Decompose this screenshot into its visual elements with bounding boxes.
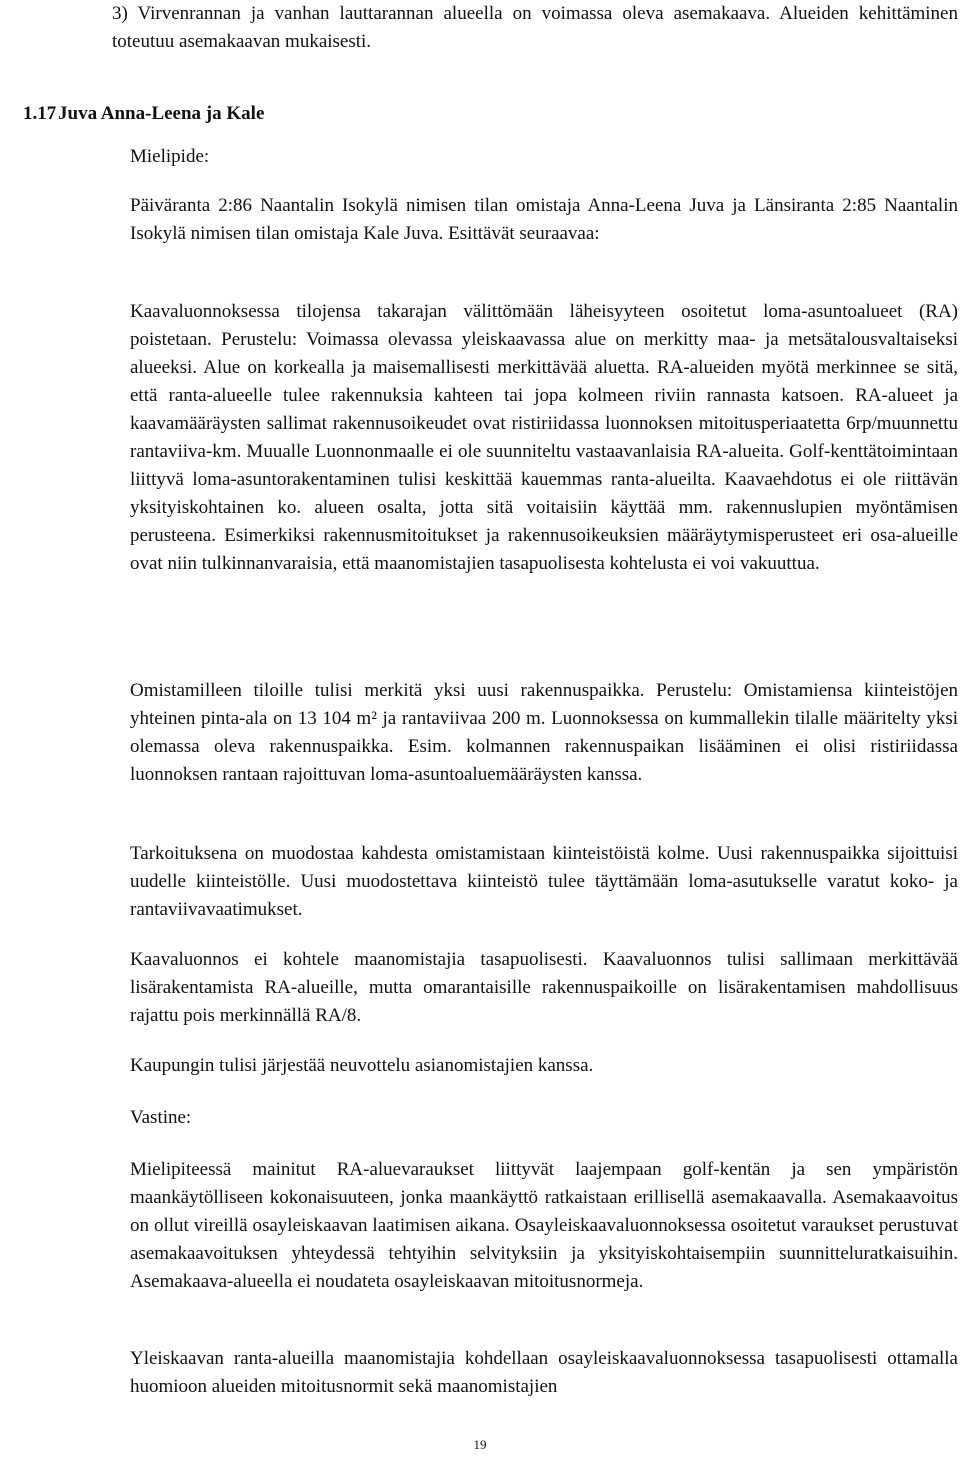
paragraph-equal-treatment: Kaavaluonnos ei kohtele maanomistajia tasapuolisesti. Kaavaluonnos tulisi sallimaan merkittävää lisärakentamista RA-alueille, mutta omarantaisille rakennuspaikoille on lisärakentamisen mahdollisuus rajattu pois merkinnällä RA/8.	[130, 949, 958, 1026]
section-title: Juva Anna-Leena ja Kale	[58, 103, 265, 124]
paragraph-negotiation: Kaupungin tulisi järjestää neuvottelu asianomistajien kanssa.	[130, 1055, 594, 1076]
vastine-paragraph-1: Mielipiteessä mainitut RA-aluevaraukset liittyvät laajempaan golf-kentän ja sen ympäristön maankäytölliseen kokonaisuuteen, jonka maankäyttö ratkaistaan erillisellä asemakaavalla. Asemakaavoitus on ollut vireillä osayleiskaavan laatimisen aikana. Osayleiskaavaluonnoksessa osoitetut varaukset perustuvat asemakaavoituksen yhteydessä tehtyihin selvityksiin ja yksityiskohtaisempiin suunnitteluratkaisuihin. Asemakaava-alueella ei noudateta osayleiskaavan mitoitusnormeja.	[130, 1159, 958, 1292]
intro-paragraph: 3) Virvenrannan ja vanhan lauttarannan alueella on voimassa oleva asemakaava. Alueiden kehittäminen toteutuu asemakaavan mukaisesti.	[112, 3, 958, 52]
page-number: 19	[473, 1437, 487, 1452]
mielipide-label: Mielipide:	[130, 146, 210, 167]
vastine-paragraph-2: Yleiskaavan ranta-alueilla maanomistajia kohdellaan osayleiskaavaluonnoksessa tasapuolisesti ottamalla huomioon alueiden mitoitusnormit sekä maanomistajien	[130, 1348, 958, 1397]
section-heading	[23, 100, 264, 128]
paragraph-new-building-site: Omistamilleen tiloille tulisi merkitä yksi uusi rakennuspaikka. Perustelu: Omistamiensa kiinteistöjen yhteinen pinta-ala on 13 104 m² ja rantaviivaa 200 m. Luonnoksessa on kummallekin tilalle määritelty yksi olemassa oleva rakennuspaikka. Esim. kolmannen rakennuspaikan lisääminen ei olisi ristiriidassa luonnoksen rantaan rajoittuvan loma-asuntoaluemääräysten kanssa.	[130, 680, 958, 785]
paragraph-purpose: Tarkoituksena on muodostaa kahdesta omistamistaan kiinteistöistä kolme. Uusi rakennuspaikka sijoittuisi uudelle kiinteistölle. Uusi muodostettava kiinteistö tulee täyttämään loma-asutukselle varatut koko- ja rantaviivavaatimukset.	[130, 843, 958, 920]
section-number: 1.17	[23, 103, 57, 124]
paragraph-applicants: Päiväranta 2:86 Naantalin Isokylä nimisen tilan omistaja Anna-Leena Juva ja Länsiranta 2:85 Naantalin Isokylä nimisen tilan omistaja Kale Juva. Esittävät seuraavaa:	[130, 195, 958, 244]
paragraph-ra-removal: Kaavaluonnoksessa tilojensa takarajan välittömään läheisyyteen osoitetut loma-asuntoalueet (RA) poistetaan. Perustelu: Voimassa olevassa yleiskaavassa alue on merkitty maa- ja metsätalousvaltaiseksi alueeksi. Alue on korkealla ja maisemallisesti merkittävää aluetta. RA-alueiden myötä merkinnee se sitä, että ranta-alueelle tulee rakennuksia kahteen tai jopa kolmeen riviin rannasta katsoen. RA-alueet ja kaavamääräysten sallimat rakennusoikeudet ovat ristiriidassa luonnoksen mitoitusperiaatetta 6rp/muunnettu rantaviiva-km. Muualle Luonnonmaalle ei ole suunniteltu vastaavanlaisia RA-alueita. Golf-kenttätoimintaan liittyvä loma-asuntorakentaminen tulisi keskittää kauemmas ranta-alueilta. Kaavaehdotus ei ole riittävän yksityiskohtainen ko. alueen osalta, jotta sitä voitaisiin käyttää mm. rakennuslupien myöntämisen perusteena. Esimerkiksi rakennusmitoitukset ja rakennusoikeuksien määräytymisperusteet eri osa-alueille ovat niin tulkinnanvaraisia, että maanomistajien tasapuolisesta kohtelusta ei voi vakuuttua.	[130, 301, 958, 574]
vastine-label: Vastine:	[130, 1107, 192, 1128]
